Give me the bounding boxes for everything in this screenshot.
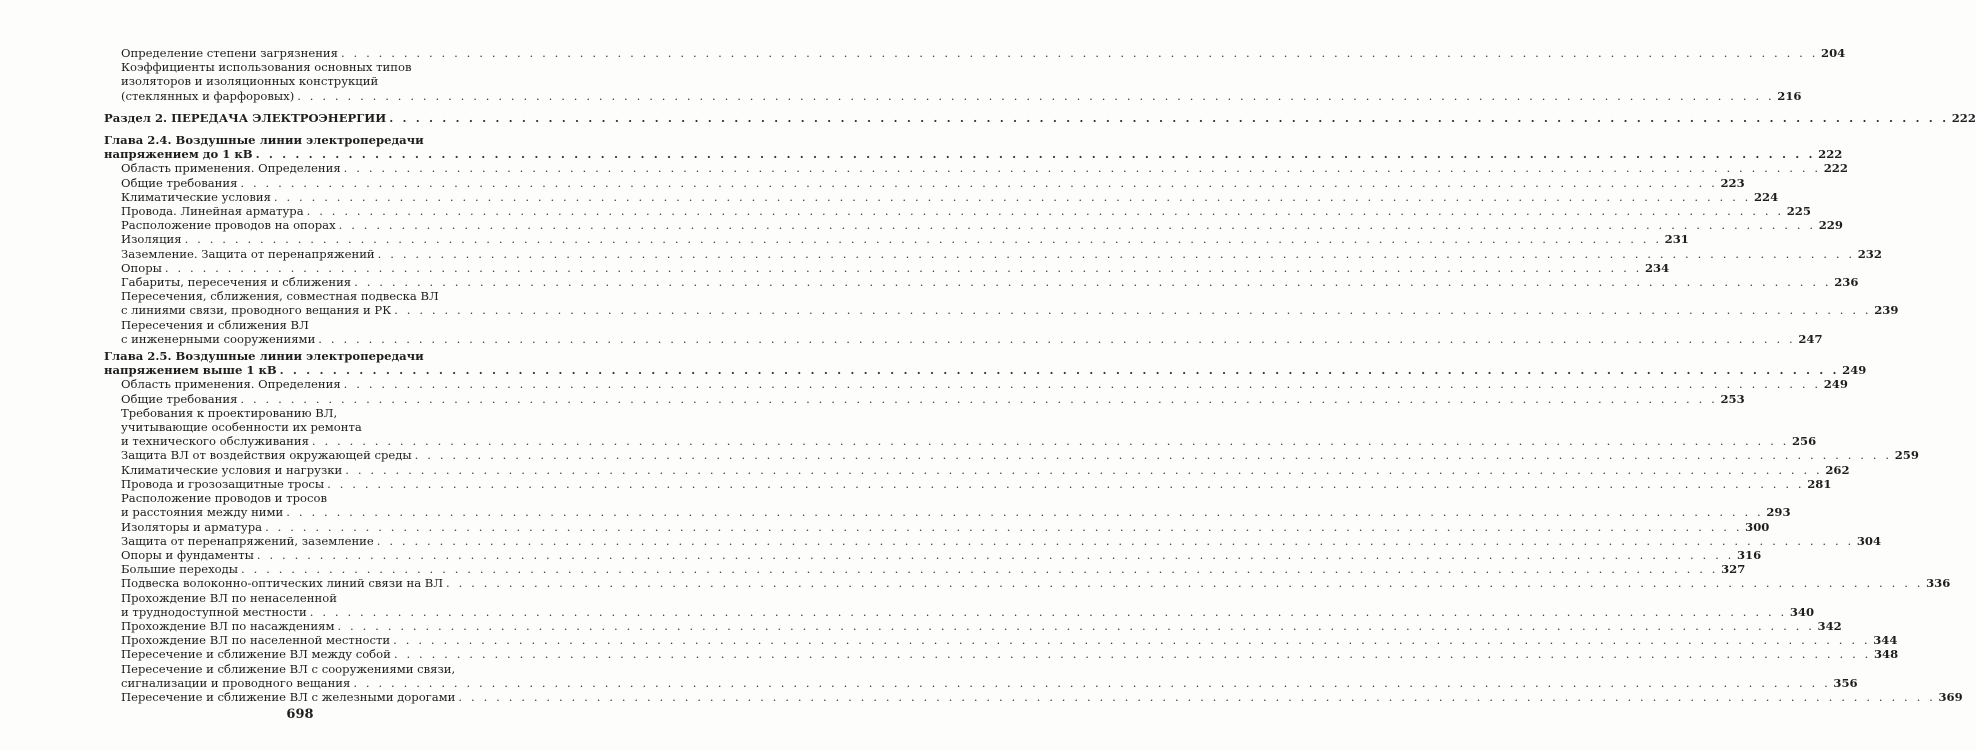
- toc-entry-sub: [104, 275, 1859, 290]
- toc-entry-title-line: Защита от перенапряжений, заземление: [121, 533, 374, 548]
- toc-entry-last-line: [104, 147, 1843, 162]
- toc-entry-section: [104, 110, 1976, 125]
- dot-leader: [339, 218, 1816, 232]
- toc-entry-title-line: Провода и грозозащитные тросы: [121, 476, 325, 491]
- toc-entry-sub: [104, 246, 1882, 261]
- dot-leader: [354, 275, 1831, 289]
- toc-page-number: 256: [1791, 434, 1817, 449]
- toc-entry-title-line: учитывающие особенности их ремонта: [121, 420, 362, 435]
- toc-page-number: 281: [1807, 476, 1832, 491]
- dot-leader: [446, 576, 1923, 590]
- toc-entry-title-line: Коэффициенты использования основных типов: [121, 60, 412, 75]
- toc-entry-title-line: напряжением выше 1 кВ: [104, 363, 277, 378]
- toc-entry-title-line: Заземление. Защита от перенапряжений: [121, 246, 375, 261]
- toc-entry-sub: [104, 60, 1802, 103]
- toc-entry-last-line: [121, 377, 1848, 392]
- toc-entry-sub: [104, 405, 1817, 449]
- dot-leader: [344, 161, 1821, 175]
- dot-leader: [274, 190, 1751, 204]
- toc-page-number: 234: [1644, 260, 1670, 275]
- toc-entry-title-line: Изоляторы и арматура: [121, 519, 263, 534]
- toc-page-number: 222: [1823, 161, 1848, 176]
- toc-page-number: 356: [1833, 675, 1858, 690]
- toc-entry-last-line: [121, 448, 1919, 463]
- toc-entry-last-line: [121, 46, 1846, 60]
- dot-leader: [415, 448, 1892, 462]
- table-of-contents: [104, 46, 1976, 704]
- toc-entry-sub: [104, 533, 1882, 548]
- toc-page-number: 316: [1736, 547, 1762, 562]
- toc-page-number: 327: [1721, 562, 1746, 577]
- toc-entry-sub: [104, 576, 1951, 591]
- dot-leader: [265, 520, 1742, 534]
- toc-entry-last-line: [121, 303, 1899, 318]
- dot-leader: [341, 46, 1818, 60]
- dot-leader: [389, 111, 1949, 125]
- toc-entry-last-line: [104, 110, 1976, 125]
- toc-entry-title-line: напряжением до 1 кВ: [104, 147, 253, 162]
- dot-leader: [312, 434, 1789, 448]
- toc-entry-sub: [104, 689, 1963, 704]
- dot-leader: [378, 247, 1855, 261]
- toc-entry-sub: [104, 161, 1848, 176]
- toc-entry-title-line: Провода. Линейная арматура: [121, 204, 304, 219]
- toc-entry-title-line: Большие переходы: [121, 562, 238, 577]
- toc-page-number: 249: [1823, 377, 1848, 392]
- toc-entry-sub: [104, 232, 1689, 247]
- toc-entry-sub: [104, 260, 1670, 275]
- toc-page-number: 236: [1834, 275, 1859, 290]
- toc-entry-sub: [104, 462, 1850, 477]
- toc-entry-last-line: [121, 246, 1882, 261]
- toc-entry-last-line: [121, 576, 1951, 591]
- toc-page-number: 204: [1821, 46, 1846, 60]
- toc-page-number: 239: [1874, 303, 1899, 318]
- dot-leader: [377, 534, 1854, 548]
- toc-entry-sub: [104, 547, 1762, 562]
- toc-entry-last-line: [121, 618, 1842, 633]
- page-number: 698: [286, 707, 314, 722]
- toc-entry-last-line: [121, 462, 1850, 477]
- dot-leader: [307, 204, 1784, 218]
- dot-leader: [337, 619, 1814, 633]
- toc-page-number: 222: [1951, 110, 1976, 125]
- toc-page-number: 259: [1894, 448, 1919, 463]
- toc-page-number: 293: [1766, 505, 1791, 520]
- toc-entry-last-line: [121, 562, 1746, 577]
- toc-entry-last-line: [121, 547, 1762, 562]
- toc-entry-sub: [104, 448, 1919, 463]
- toc-page-number: 229: [1818, 218, 1843, 233]
- dot-leader: [185, 232, 1662, 246]
- toc-page-number: 225: [1786, 204, 1811, 219]
- dot-leader: [297, 89, 1774, 103]
- toc-entry-title-line: Подвеска волоконно-оптических линий связи на ВЛ: [121, 576, 443, 591]
- toc-entry-title-line: Общие требования: [121, 391, 238, 406]
- toc-entry-last-line: [121, 604, 1815, 619]
- toc-entry-last-line: [121, 218, 1843, 233]
- dot-leader: [240, 392, 1717, 406]
- toc-entry-last-line: [104, 363, 1867, 378]
- toc-page-number: 369: [1938, 689, 1963, 704]
- toc-entry-sub: [104, 204, 1811, 219]
- dot-leader: [256, 147, 1816, 161]
- toc-entry-title-line: Климатические условия и нагрузки: [121, 462, 343, 477]
- toc-entry-chapter: [104, 349, 1867, 378]
- toc-entry-title-line: сигнализации и проводного вещания: [121, 675, 351, 690]
- toc-entry-last-line: [121, 331, 1823, 346]
- toc-entry-sub: [104, 618, 1842, 633]
- toc-entry-last-line: [121, 204, 1811, 219]
- toc-entry-title-line: Климатические условия: [121, 189, 271, 204]
- toc-entry-sub: [104, 661, 1858, 690]
- toc-entry-sub: [104, 317, 1823, 346]
- toc-page-number: 253: [1720, 391, 1745, 406]
- toc-page-number: 216: [1777, 88, 1802, 103]
- toc-entry-title-line: и труднодоступной местности: [121, 604, 307, 619]
- toc-page-number: 340: [1789, 604, 1815, 619]
- toc-entry-sub: [104, 519, 1770, 534]
- toc-entry-title-line: Опоры и фундаменты: [121, 547, 254, 562]
- toc-entry-sub: [104, 46, 1846, 60]
- dot-leader: [353, 676, 1830, 690]
- dot-leader: [286, 505, 1763, 519]
- toc-page-number: 232: [1857, 246, 1882, 261]
- toc-entry-title-line: изоляторов и изоляционных конструкций: [121, 74, 379, 89]
- toc-entry-title-line: Прохождение ВЛ по ненаселенной: [121, 590, 337, 605]
- dot-leader: [394, 303, 1871, 317]
- toc-page-number: 223: [1720, 175, 1745, 190]
- dot-leader: [344, 377, 1821, 391]
- toc-entry-last-line: [121, 161, 1848, 176]
- toc-entry-last-line: [121, 232, 1689, 247]
- toc-page-number: 247: [1798, 331, 1823, 346]
- toc-entry-sub: [104, 189, 1779, 204]
- dot-leader: [240, 176, 1717, 190]
- dot-leader: [310, 605, 1787, 619]
- toc-entry-title-line: с линиями связи, проводного вещания и РК: [121, 303, 392, 318]
- toc-entry-sub: [104, 647, 1899, 662]
- toc-entry-sub: [104, 562, 1746, 577]
- toc-entry-title-line: Прохождение ВЛ по насаждениям: [121, 618, 335, 633]
- dot-leader: [257, 548, 1734, 562]
- toc-page-number: 224: [1753, 189, 1779, 204]
- toc-entry-sub: [104, 590, 1815, 619]
- toc-entry-title-line: и расстояния между ними: [121, 505, 284, 520]
- toc-entry-title-line: Пересечения, сближения, совместная подвеска ВЛ: [121, 289, 439, 304]
- toc-entry-title-line: Опоры: [121, 260, 162, 275]
- dot-leader: [394, 647, 1871, 661]
- toc-entry-title-line: Защита ВЛ от воздействия окружающей среды: [121, 448, 412, 463]
- toc-entry-last-line: [121, 476, 1832, 491]
- toc-entry-title-line: (стеклянных и фарфоровых): [121, 88, 295, 103]
- toc-page-number: 348: [1873, 647, 1899, 662]
- toc-entry-title-line: и технического обслуживания: [121, 434, 309, 449]
- toc-entry-sub: [104, 289, 1899, 318]
- toc-entry-last-line: [121, 533, 1882, 548]
- toc-entry-last-line: [121, 505, 1791, 520]
- toc-page-number: 342: [1817, 618, 1842, 633]
- toc-entry-last-line: [121, 675, 1858, 690]
- toc-entry-sub: [104, 476, 1832, 491]
- toc-entry-title-line: с инженерными сооружениями: [121, 331, 316, 346]
- dot-leader: [165, 261, 1642, 275]
- toc-entry-title-line: Пересечения и сближения ВЛ: [121, 317, 309, 332]
- toc-page-number: 300: [1745, 519, 1770, 534]
- toc-entry-title-line: Область применения. Определения: [121, 161, 341, 176]
- toc-entry-title-line: Изоляция: [121, 232, 182, 247]
- toc-entry-title-line: Прохождение ВЛ по населенной местности: [121, 633, 391, 648]
- toc-entry-title-line: Габариты, пересечения и сближения: [121, 275, 352, 290]
- dot-leader: [393, 633, 1870, 647]
- toc-page-number: 304: [1856, 533, 1882, 548]
- toc-entry-sub: [104, 391, 1745, 406]
- toc-entry-title-line: Требования к проектированию ВЛ,: [121, 405, 338, 420]
- toc-entry-last-line: [121, 519, 1770, 534]
- toc-entry-title-line: Общие требования: [121, 175, 238, 190]
- toc-page-number: 222: [1818, 147, 1843, 162]
- dot-leader: [241, 562, 1718, 576]
- toc-page-number: 249: [1842, 363, 1867, 378]
- toc-entry-sub: [104, 175, 1745, 190]
- dot-leader: [280, 363, 1840, 377]
- toc-entry-last-line: [121, 275, 1859, 290]
- toc-entry-title-line: Определение степени загрязнения: [121, 46, 338, 60]
- toc-entry-last-line: [121, 689, 1963, 704]
- toc-page-number: 336: [1926, 576, 1951, 591]
- dot-leader: [327, 477, 1804, 491]
- toc-entry-title-line: Расположение проводов и тросов: [121, 491, 327, 506]
- toc-page-number: 231: [1664, 232, 1689, 247]
- toc-entry-last-line: [121, 88, 1802, 103]
- toc-entry-sub: [104, 377, 1848, 392]
- toc-entry-title-line: Глава 2.5. Воздушные линии электропередачи: [104, 349, 424, 364]
- toc-entry-last-line: [121, 391, 1745, 406]
- dot-leader: [345, 463, 1822, 477]
- toc-entry-title-line: Раздел 2. ПЕРЕДАЧА ЭЛЕКТРОЭНЕРГИИ: [104, 110, 387, 125]
- toc-page-number: 344: [1873, 633, 1898, 648]
- toc-entry-title-line: Пересечение и сближение ВЛ с сооружениями связи,: [121, 661, 456, 676]
- toc-entry-last-line: [121, 633, 1898, 648]
- toc-entry-title-line: Область применения. Определения: [121, 377, 341, 392]
- toc-entry-last-line: [121, 175, 1745, 190]
- dot-leader: [318, 332, 1795, 346]
- toc-entry-last-line: [121, 189, 1779, 204]
- dot-leader: [458, 690, 1935, 704]
- toc-entry-last-line: [121, 647, 1899, 662]
- toc-entry-last-line: [121, 434, 1817, 449]
- toc-entry-title-line: Пересечение и сближение ВЛ с железными дорогами: [121, 689, 456, 704]
- toc-entry-sub: [104, 491, 1791, 520]
- toc-entry-title-line: Расположение проводов на опорах: [121, 218, 336, 233]
- toc-entry-title-line: Пересечение и сближение ВЛ между собой: [121, 647, 391, 662]
- toc-entry-last-line: [121, 260, 1670, 275]
- toc-entry-chapter: [104, 133, 1843, 162]
- toc-entry-sub: [104, 633, 1898, 648]
- toc-entry-title-line: Глава 2.4. Воздушные линии электропередачи: [104, 133, 424, 148]
- toc-page-number: 262: [1825, 462, 1850, 477]
- toc-entry-sub: [104, 218, 1843, 233]
